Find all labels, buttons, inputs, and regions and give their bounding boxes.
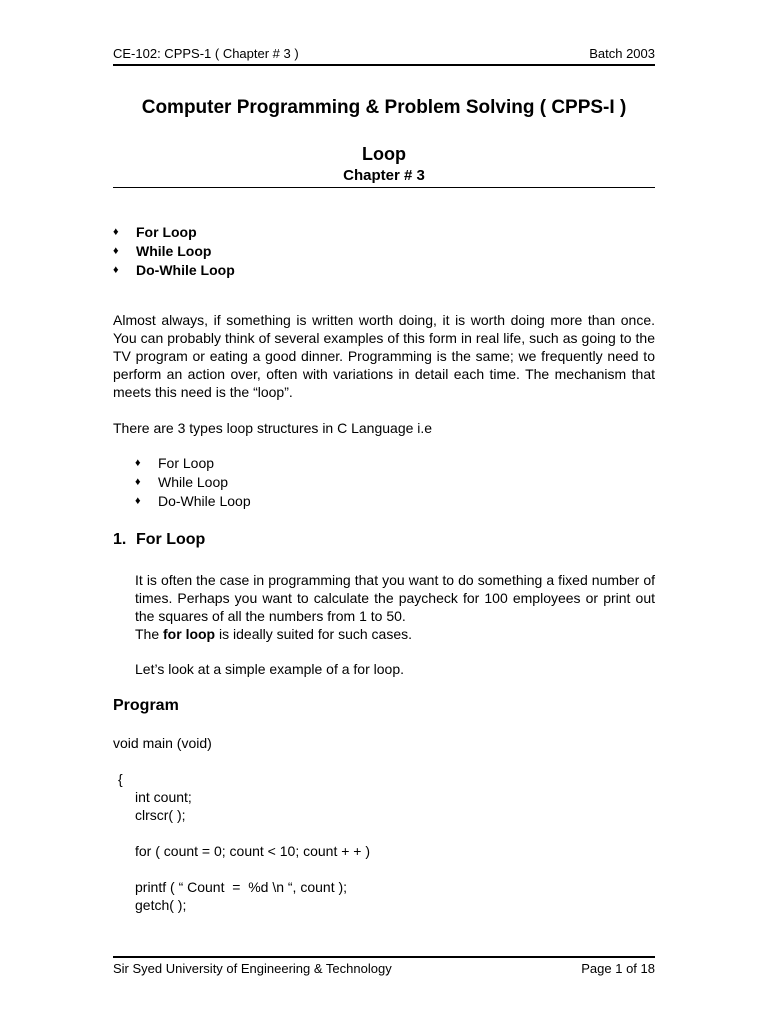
loop-type-label: While Loop: [158, 474, 229, 490]
list-item: [113, 242, 413, 261]
loop-types-list: [135, 454, 435, 511]
for-loop-description: It is often the case in programming that you want to do something a fixed number of times. Perhaps you want to calculate the paycheck for 100 employees or print out the squares of all the numbers from 1 to 50.: [135, 572, 655, 624]
loop-types-intro: There are 3 types loop structures in C Language i.e: [113, 420, 433, 436]
for-loop-sentence-prefix: The: [135, 626, 164, 642]
header-course: CE-102: CPPS-1 ( Chapter # 3 ): [113, 46, 299, 61]
topic-label: While Loop: [136, 243, 212, 259]
code-line: printf ( “ Count = %d \n “, count );: [135, 879, 348, 895]
diamond-bullet-icon: ♦: [113, 245, 119, 257]
loop-type-label: Do-While Loop: [158, 493, 251, 509]
diamond-bullet-icon: ♦: [135, 476, 141, 488]
diamond-bullet-icon: ♦: [135, 495, 141, 507]
list-item: [135, 454, 435, 473]
footer-page-number: Page 1 of 18: [581, 961, 655, 976]
section-heading: [113, 530, 205, 550]
topic-label: For Loop: [136, 224, 197, 240]
header-divider: [113, 64, 655, 66]
intro-paragraph: Almost always, if something is written worth doing, it is worth doing more than once. You can probably think of several examples of this form in real life, such as going to the TV program or eating a good dinner. Programming is the same; we frequently need to perform an action over, often with variations in detail each time. The mechanism that meets this need is the “loop”.: [113, 312, 655, 400]
list-item: [135, 492, 435, 511]
diamond-bullet-icon: ♦: [113, 226, 119, 238]
for-loop-paragraph: [135, 571, 655, 643]
diamond-bullet-icon: ♦: [135, 457, 141, 469]
list-item: [113, 223, 413, 242]
code-line: clrscr( );: [135, 807, 186, 823]
code-line: for ( count = 0; count < 10; count + + ): [135, 843, 371, 859]
footer-institution: Sir Syed University of Engineering & Technology: [113, 961, 392, 976]
code-line: int count;: [135, 789, 192, 805]
footer-divider: [113, 956, 655, 958]
chapter-label: Chapter # 3: [343, 167, 425, 184]
code-line: void main (void): [113, 735, 212, 751]
for-loop-sentence-suffix: is ideally suited for such cases.: [215, 626, 412, 642]
example-intro: Let’s look at a simple example of a for loop.: [135, 661, 405, 677]
code-line: {: [118, 771, 123, 787]
for-loop-keyword: for loop: [163, 626, 216, 642]
list-item: [113, 261, 413, 280]
code-line: getch( );: [135, 897, 187, 913]
list-item: [135, 473, 435, 492]
topic-list: [113, 223, 413, 280]
section-title: For Loop: [136, 531, 206, 548]
document-title: Computer Programming & Problem Solving ( CPPS-I ): [141, 97, 627, 118]
loop-type-label: For Loop: [158, 455, 215, 471]
diamond-bullet-icon: ♦: [113, 264, 119, 276]
topic-label: Do-While Loop: [136, 262, 235, 278]
header-batch: Batch 2003: [589, 46, 655, 61]
program-heading: Program: [113, 697, 179, 714]
title-divider: [113, 187, 655, 188]
document-subtitle: Loop: [362, 144, 406, 164]
section-number: 1.: [113, 531, 127, 548]
